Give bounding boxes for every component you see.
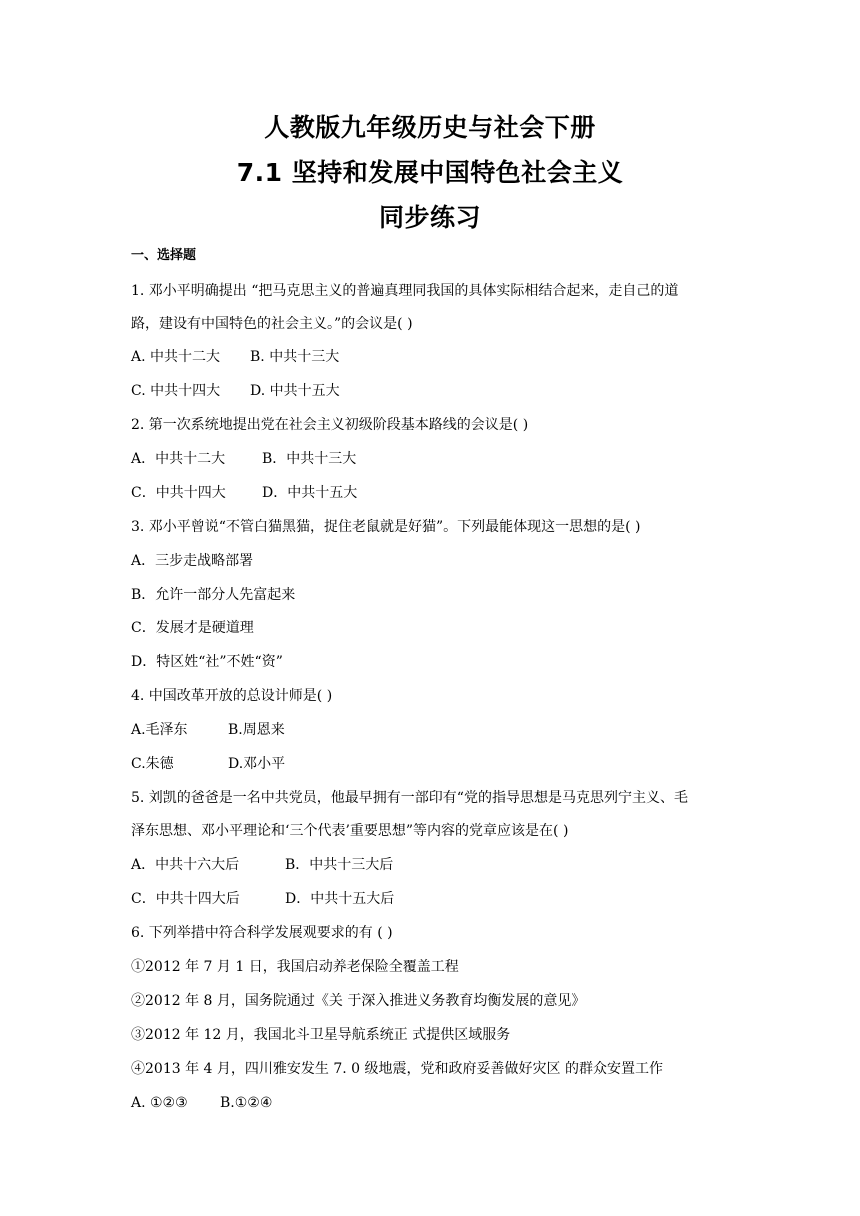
question-6-item-1: ①2012 年 7 月 1 日，我国启动养老保险全覆盖工程 [131, 959, 459, 975]
question-6-item-3: ③2012 年 12 月，我国北斗卫星导航系统正 式提供区域服务 [131, 1027, 511, 1043]
question-1-stem-line2: 路，建设有中国特色的社会主义。”的会议是( ) [131, 316, 413, 332]
question-3-stem: 3. 邓小平曾说“不管白猫黑猫，捉住老鼠就是好猫”。下列最能体现这一思想的是( ) [131, 519, 641, 535]
question-1-option-d: D. 中共十五大 [250, 383, 340, 399]
question-5-option-c: C．中共十四大后 [131, 891, 240, 907]
question-3-option-a: A．三步走战略部署 [131, 553, 254, 569]
question-4-option-d: D.邓小平 [228, 756, 286, 772]
question-5-stem-line2: 泽东思想、邓小平理论和‘三个代表’重要思想”等内容的党章应该是在( ) [131, 823, 569, 839]
question-2-option-c: C．中共十四大 [131, 485, 226, 501]
question-6-option-b: B.①②④ [220, 1095, 273, 1111]
question-3-option-d: D．特区姓“社”不姓“资” [131, 654, 283, 670]
question-5-option-b: B．中共十三大后 [285, 857, 394, 873]
question-2-option-d: D．中共十五大 [262, 485, 358, 501]
question-4-option-b: B.周恩来 [228, 722, 285, 738]
document-title-line2: 7.1 坚持和发展中国特色社会主义 [236, 158, 624, 187]
question-6-stem: 6. 下列举措中符合科学发展观要求的有 ( ) [131, 925, 393, 941]
question-1-stem-line1: 1. 邓小平明确提出 “把马克思主义的普遍真理同我国的具体实际相结合起来，走自己的道 [131, 283, 679, 299]
section-heading: 一、选择题 [131, 248, 197, 263]
question-2-option-a: A．中共十二大 [131, 451, 226, 467]
question-2-option-b: B．中共十三大 [262, 451, 357, 467]
question-5-option-d: D．中共十五大后 [285, 891, 395, 907]
document-title-line3: 同步练习 [378, 203, 481, 232]
question-1-option-b: B. 中共十三大 [250, 349, 340, 365]
question-6-item-2: ②2012 年 8 月，国务院通过《关 于深入推进义务教育均衡发展的意见》 [131, 993, 586, 1009]
question-4-option-c: C.朱德 [131, 756, 174, 772]
question-5-option-a: A．中共十六大后 [131, 857, 240, 873]
question-1-option-a: A. 中共十二大 [131, 349, 221, 365]
question-6-option-a: A. ①②③ [131, 1095, 188, 1111]
question-4-option-a: A.毛泽东 [131, 722, 188, 738]
question-2-stem: 2. 第一次系统地提出党在社会主义初级阶段基本路线的会议是( ) [131, 417, 529, 433]
question-6-item-4: ④2013 年 4 月，四川雅安发生 7. 0 级地震，党和政府妥善做好灾区 的群众安置工作 [131, 1061, 663, 1077]
question-5-stem-line1: 5. 刘凯的爸爸是一名中共党员，他最早拥有一部印有“党的指导思想是马克思列宁主义、毛 [131, 790, 688, 806]
question-4-stem: 4. 中国改革开放的总设计师是( ) [131, 688, 333, 704]
document-title-line1: 人教版九年级历史与社会下册 [264, 113, 596, 142]
question-3-option-b: B．允许一部分人先富起来 [131, 587, 296, 603]
question-3-option-c: C．发展才是硬道理 [131, 620, 254, 636]
question-1-option-c: C. 中共十四大 [131, 383, 221, 399]
